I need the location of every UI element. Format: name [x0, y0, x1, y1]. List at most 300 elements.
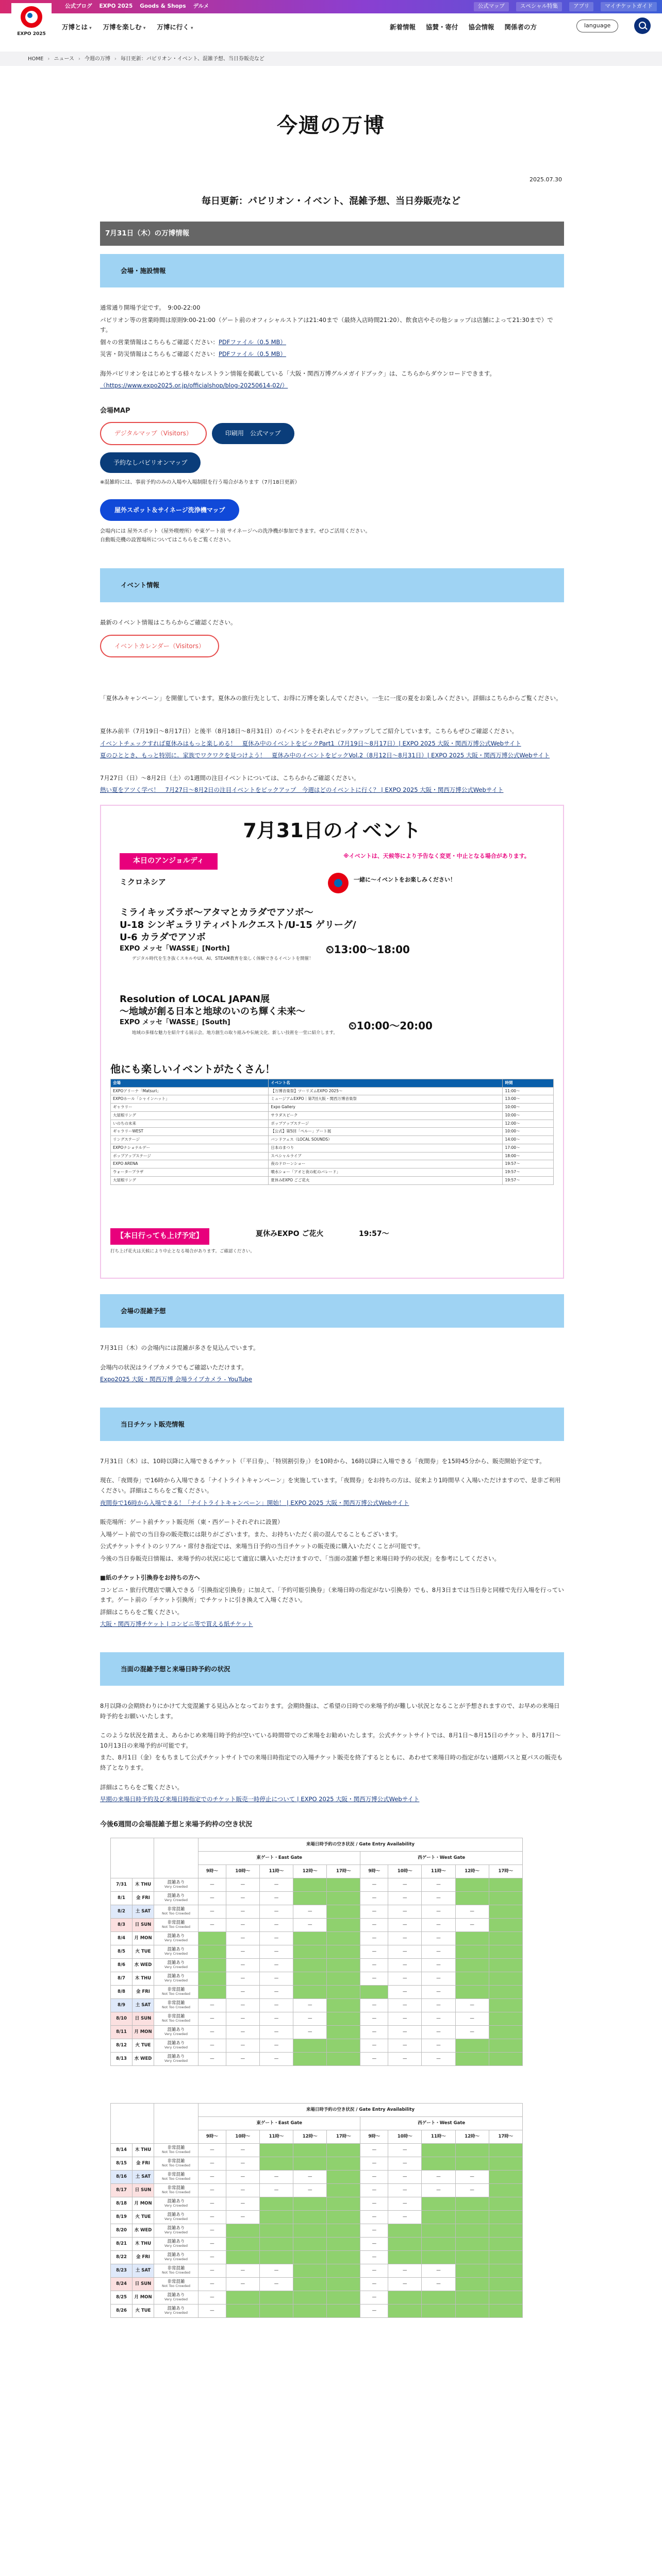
logo-text: EXPO 2025: [17, 31, 46, 37]
poster-event-1: [120, 907, 356, 953]
poster-table-cell: ポップアップステージ: [111, 1152, 269, 1160]
top-link-map[interactable]: 公式マップ: [474, 2, 509, 11]
crowd-forecast-cell: [154, 2039, 198, 2052]
poster-table-cell: 19:57〜: [503, 1168, 554, 1177]
slot-available: [422, 2143, 455, 2157]
poster-table-cell: 夜のドローンショー: [269, 1160, 503, 1168]
slot-available: [293, 2197, 327, 2210]
availability-row: [111, 2025, 523, 2039]
slot-available: [327, 2025, 360, 2039]
search-icon[interactable]: [634, 18, 651, 34]
crowd-forecast-cell: [154, 2012, 198, 2025]
slot-full: —: [455, 2170, 489, 2183]
tickets-text-1: 7月31日（木）は、10時以降に入場できるチケット（「平日券」、「特別割引券」）を10時から、16時以降に入場できる「夜間券」を15時45分から、販売開始予定です。: [100, 1457, 545, 1465]
tickets-text-2: 現在、「夜間券」で16時から入場できる「ナイトライトキャンペーン」を実施しています。「夜間券」をお持ちの方は、従来より1時間早く入場いただけますので、是非ご利用ください。詳細はこちらをご覧ください。: [100, 1477, 561, 1494]
slot-full: —: [422, 2052, 455, 2065]
slot-available: [259, 2250, 293, 2264]
time-slot-header: 10時〜: [226, 2130, 259, 2143]
forecast-text-1: 8月以降の会期終わりにかけて大変混雑する見込みとなっております。会期終盤は、ご希望の日時での来場予約が難しい状況となることが予想されますので、お早めの来場日時予約をお願いいたします。: [100, 1702, 560, 1720]
slot-available: [198, 1985, 226, 1998]
crowd-forecast-cell: [154, 2197, 198, 2210]
crowd-forecast-label-en: Not Too Crowded: [162, 1925, 190, 1929]
forecast-heading: 当面の混雑予想と来場日時予約の状況: [100, 1652, 564, 1686]
slot-available: [327, 2157, 360, 2170]
language-select[interactable]: language: [576, 20, 618, 32]
poster-table-cell: EXPOアリーナ「Matsuri」: [111, 1087, 269, 1095]
venue-disaster-text: 災害・防災情報はこちらもご確認ください：: [100, 350, 219, 358]
poster-table-cell: ポップアップステージ: [269, 1120, 503, 1128]
crowd-forecast-label-en: Very Crowded: [164, 2257, 188, 2262]
crowd-forecast-label: 混雑あり: [167, 1893, 185, 1899]
crowd-forecast-cell: [154, 2304, 198, 2317]
top-link-special[interactable]: スペシャル特集: [516, 2, 562, 11]
nav-news[interactable]: 新着情報: [390, 23, 416, 31]
slot-available: [293, 1891, 327, 1905]
poster-table-row: [111, 1095, 554, 1104]
crowd-forecast-cell: [154, 2224, 198, 2237]
slot-available: [259, 2237, 293, 2250]
top-links-left: [65, 2, 209, 11]
crowd-forecast-label: 非常混雑: [167, 1987, 185, 1993]
slot-full: —: [422, 1891, 455, 1905]
slot-full: —: [360, 1891, 388, 1905]
slot-available: [489, 2157, 522, 2170]
availability-date: 8/12: [111, 2039, 133, 2052]
nav-visit[interactable]: 万博に行く ▾: [157, 22, 193, 32]
availability-table-2: [110, 2103, 523, 2318]
time-slot-header: 11時〜: [422, 1865, 455, 1878]
slot-available: [293, 2224, 327, 2237]
availability-row: [111, 2277, 523, 2291]
availability-table-1: [110, 1838, 523, 2066]
availability-row: [111, 1931, 523, 1945]
map-heading: 会場MAP: [100, 407, 130, 415]
slot-full: —: [360, 2157, 388, 2170]
smoking-note: 会場内には 屋外スポット（屋外喫煙所）や東ゲート前 サイネージへの洗浄機が参加できます。ぜひご活用ください。: [100, 529, 371, 535]
slot-full: —: [455, 1998, 489, 2012]
weekly-events-link[interactable]: 熱い夏をアツく学べ！ 7月27日〜8月2日の注目イベントをピックアップ 今週はどのイベントに行く？ | EXPO 2025 大阪・関西万博公式Webサイト: [100, 786, 504, 794]
crowd-forecast-label-en: Not Too Crowded: [162, 2150, 190, 2155]
crowd-forecast-cell: [154, 1985, 198, 1998]
slot-available: [489, 2210, 522, 2224]
poster-event-1-venue: EXPO メッセ「WASSE」[North]: [120, 944, 230, 953]
smoking-map-button[interactable]: 屋外スポット＆サイネージ洗浄機マップ: [100, 499, 239, 521]
slot-full: —: [198, 2197, 226, 2210]
summer-campaign-text: 「夏休みキャンペーン」を開催しています。夏休みの旅行先として、お得に万博を楽しんでください。一生に一度の夏をお楽しみください。詳細はこちらからご覧ください。: [100, 694, 562, 702]
slot-available: [327, 1972, 360, 1985]
slot-full: —: [198, 2224, 226, 2237]
slot-available: [327, 1931, 360, 1945]
slot-full: —: [226, 2170, 259, 2183]
pdf-link-disaster[interactable]: PDFファイル（0.5 MB）: [219, 350, 286, 358]
availability-row: [111, 2012, 523, 2025]
slot-full: —: [259, 2025, 293, 2039]
availability-weekday: 金 FRI: [133, 2250, 154, 2264]
availability-weekday: 土 SAT: [133, 1905, 154, 1918]
slot-full: —: [422, 1878, 455, 1891]
page-title: 今週の万博: [277, 114, 385, 138]
slot-full: —: [360, 2183, 388, 2197]
slot-full: —: [198, 2210, 226, 2224]
poster-badge: 本日のアンジョルディ: [120, 853, 218, 870]
availability-weekday: 月 MON: [133, 1931, 154, 1945]
availability-date: 8/5: [111, 1945, 133, 1958]
slot-full: —: [360, 2250, 388, 2264]
slot-available: [455, 2224, 489, 2237]
time-slot-header: 9時〜: [360, 2130, 388, 2143]
slot-available: [455, 2250, 489, 2264]
main-nav: [62, 22, 193, 32]
slot-full: —: [360, 1878, 388, 1891]
print-map-button[interactable]: 印刷用 公式マップ: [212, 423, 294, 444]
slot-available: [422, 2157, 455, 2170]
crowd-forecast-cell: [154, 1945, 198, 1958]
slot-available: [489, 2039, 522, 2052]
slot-full: —: [388, 1945, 422, 1958]
poster-table-cell: 会場: [111, 1079, 269, 1087]
slot-available: [455, 2210, 489, 2224]
crowd-forecast-cell: [154, 1918, 198, 1931]
summer-events-text: 夏休み前半（7月19日〜8月17日）と後半（8月18日〜8月31日）のイベントをそれぞれピックアップしてご紹介しています。こちらもぜひご確認ください。: [100, 727, 518, 735]
slot-available: [293, 1931, 327, 1945]
crowd-forecast-label-en: Very Crowded: [164, 1885, 188, 1889]
slot-available: [489, 1905, 522, 1918]
crowd-forecast-label-en: Very Crowded: [164, 1938, 188, 1943]
slot-available: [489, 1931, 522, 1945]
availability-date: 8/19: [111, 2210, 133, 2224]
slot-full: —: [226, 2264, 259, 2277]
poster-table-cell: 10:00〜: [503, 1111, 554, 1120]
poster-table-row: [111, 1104, 554, 1112]
slot-full: —: [198, 2304, 226, 2317]
crowd-forecast-cell: [154, 1878, 198, 1891]
nav-association[interactable]: 協会情報: [468, 23, 494, 31]
availability-date: 8/8: [111, 1985, 133, 1998]
poster-table-row: [111, 1128, 554, 1136]
slot-available: [327, 1878, 360, 1891]
availability-row: [111, 1958, 523, 1972]
availability-date: 8/23: [111, 2264, 133, 2277]
poster-table-cell: 18:00〜: [503, 1152, 554, 1160]
reservation-note: ※混雑時には、事前予約のみの入場や入場制限を行う場合があります（7月18日更新）: [100, 479, 300, 485]
slot-full: —: [259, 1998, 293, 2012]
slot-full: —: [360, 2143, 388, 2157]
slot-full: —: [259, 1958, 293, 1972]
availability-group-header: 来場日時予約の空き状況 / Gate Entry Availability: [198, 2103, 523, 2116]
slot-available: [422, 2210, 455, 2224]
slot-full: —: [360, 2304, 388, 2317]
pdf-link-business[interactable]: PDFファイル（0.5 MB）: [219, 338, 286, 346]
poster-event-2-venue: EXPO メッセ「WASSE」[South]: [120, 1019, 230, 1027]
slot-full: —: [198, 2025, 226, 2039]
poster-table-cell: 12:00〜: [503, 1120, 554, 1128]
venue-heading: 会場・施設情報: [100, 254, 564, 287]
forecast-detail: 詳細はこちらをご覧ください。: [100, 1783, 183, 1791]
slot-full: —: [422, 2183, 455, 2197]
top-link-ticket-guide[interactable]: マイチケットガイド: [601, 2, 657, 11]
slot-available: [293, 2237, 327, 2250]
slot-available: [455, 2157, 489, 2170]
poster-table-cell: 14:00〜: [503, 1136, 554, 1144]
slot-available: [489, 1958, 522, 1972]
poster-table-header: [111, 1079, 554, 1087]
slot-available: [327, 1905, 360, 1918]
time-slot-header: 9時〜: [360, 1865, 388, 1878]
weekly-events-text: 7月27日（日）〜8月2日（土）の1週間の注目イベントについては、こちらからご確認ください。: [100, 774, 360, 782]
availability-group-header: 来場日時予約の空き状況 / Gate Entry Availability: [198, 1838, 523, 1851]
top-link-goods[interactable]: Goods & Shops: [140, 3, 186, 10]
poster-table-row: [111, 1136, 554, 1144]
crowd-forecast-cell: [154, 1931, 198, 1945]
slot-available: [455, 1891, 489, 1905]
poster-table-row: [111, 1168, 554, 1177]
nav-enjoy[interactable]: 万博を楽しむ ▾: [103, 22, 146, 32]
slot-available: [489, 1972, 522, 1985]
forecast-link[interactable]: 早期の来場日時予約及び来場日時指定でのチケット販売一時停止について | EXPO 2025 大阪・関西万博公式Webサイト: [100, 1795, 420, 1803]
slot-full: —: [198, 1998, 226, 2012]
availability-date: 8/10: [111, 2012, 133, 2025]
slot-full: —: [360, 2291, 388, 2304]
slot-full: —: [293, 1998, 327, 2012]
slot-full: —: [422, 1945, 455, 1958]
slot-full: —: [226, 1958, 259, 1972]
breadcrumb-separator-icon: ›: [114, 56, 117, 62]
time-slot-header: 9時〜: [198, 2130, 226, 2143]
crowd-forecast-label: 非常混雑: [167, 2279, 185, 2285]
slot-full: —: [360, 1905, 388, 1918]
slot-full: —: [259, 2012, 293, 2025]
crowd-forecast-label-en: Very Crowded: [164, 2297, 188, 2302]
slot-available: [455, 2264, 489, 2277]
crowd-forecast-label-en: Very Crowded: [164, 1952, 188, 1956]
availability-row: [111, 1905, 523, 1918]
crowd-forecast-label-en: Not Too Crowded: [162, 2190, 190, 2195]
poster-event-1-title: ミライキッズラボ〜アタマとカラダでアソボ〜 U-18 シンギュラリティバトルクエスト/U-15 ゲリーグ/ U-6 カラダでアソボ: [120, 907, 356, 943]
slot-available: [327, 1985, 360, 1998]
slot-available: [422, 2250, 455, 2264]
slot-available: [293, 1972, 327, 1985]
slot-full: —: [388, 1905, 422, 1918]
slot-available: [293, 2210, 327, 2224]
availability-date: 7/31: [111, 1878, 133, 1891]
availability-type-corner: [154, 1838, 198, 1878]
slot-full: —: [360, 2264, 388, 2277]
availability-date: 8/7: [111, 1972, 133, 1985]
slot-available: [455, 1972, 489, 1985]
poster-table-row: [111, 1144, 554, 1152]
slot-available: [293, 1878, 327, 1891]
gourmet-guide-link[interactable]: （https://www.expo2025.or.jp/officialshop/blog-20250614-02/）: [100, 382, 288, 389]
slot-full: —: [455, 2183, 489, 2197]
availability-weekday: 木 THU: [133, 2237, 154, 2250]
slot-full: —: [455, 1905, 489, 1918]
crowd-forecast-label: 混雑あり: [167, 1974, 185, 1979]
crowd-forecast-label: 非常混雑: [167, 2001, 185, 2006]
slot-full: —: [388, 1918, 422, 1931]
slot-available: [489, 2304, 522, 2317]
poster-table-row: [111, 1087, 554, 1095]
crowd-forecast-cell: [154, 1905, 198, 1918]
tickets-online: 公式チケットサイトのシリアル・席付き指定では、来場当日予約の当日チケットの販売後に購入いただくことが可能です。: [100, 1543, 424, 1550]
slot-available: [226, 2250, 259, 2264]
slot-full: —: [422, 1931, 455, 1945]
top-links-right: [474, 2, 657, 11]
availability-weekday: 火 TUE: [133, 2039, 154, 2052]
time-slot-header: 10時〜: [388, 2130, 422, 2143]
availability-date: 8/9: [111, 1998, 133, 2012]
availability-row: [111, 1945, 523, 1958]
poster-event-1-time: ⏲13:00〜18:00: [326, 943, 410, 956]
availability-date: 8/13: [111, 2052, 133, 2065]
top-link-blog[interactable]: 公式ブログ: [65, 3, 92, 10]
crowd-forecast-label: 混雑あり: [167, 2054, 185, 2060]
availability-date: 8/18: [111, 2197, 133, 2210]
slot-full: —: [198, 2157, 226, 2170]
no-reservation-map-button[interactable]: 予約なしパビリオンマップ: [100, 452, 201, 473]
crowd-forecast-label: 非常混雑: [167, 2159, 185, 2164]
availability-row: [111, 2291, 523, 2304]
slot-full: —: [388, 1972, 422, 1985]
crowd-forecast-label: 混雑あり: [167, 2212, 185, 2218]
availability-row: [111, 1972, 523, 1985]
slot-available: [489, 2197, 522, 2210]
availability-weekday: 火 TUE: [133, 2304, 154, 2317]
poster-table-cell: Expo Gallery: [269, 1104, 503, 1112]
availability-table-2-wrap: [110, 2103, 523, 2318]
crowd-forecast-label-en: Not Too Crowded: [162, 2284, 190, 2289]
slot-available: [293, 1945, 327, 1958]
slot-available: [293, 2157, 327, 2170]
slot-available: [388, 2237, 422, 2250]
poster-table-cell: 噴水ショー「アオと夜の虹のパレード」: [269, 1168, 503, 1177]
slot-full: —: [259, 2170, 293, 2183]
livecam-link[interactable]: Expo2025 大阪・関西万博 会場ライブカメラ - YouTube: [100, 1376, 252, 1383]
poster-country: ミクロネシア: [120, 877, 167, 887]
crowd-forecast-label: 非常混雑: [167, 2172, 185, 2178]
poster-table-cell: EXPO ARENA: [111, 1160, 269, 1168]
availability-type-corner: [154, 2103, 198, 2143]
slot-available: [327, 2052, 360, 2065]
availability-row: [111, 1918, 523, 1931]
slot-full: —: [259, 1878, 293, 1891]
top-link-app[interactable]: アプリ: [569, 2, 593, 11]
tickets-future: 今後の当日券販売日情報は、来場予約の状況に応じて適宜に購入いただけますので、「当面の混雑予想と来場日時予約の状況」を参考にしてください。: [100, 1554, 501, 1562]
availability-row: [111, 2210, 523, 2224]
breadcrumb-home[interactable]: HOME: [28, 56, 44, 62]
crowd-forecast-cell: [154, 1972, 198, 1985]
availability-weekday: 月 MON: [133, 2197, 154, 2210]
slot-full: —: [198, 1918, 226, 1931]
slot-full: —: [360, 1931, 388, 1945]
slot-full: —: [226, 2012, 259, 2025]
poster-event-1-desc: デジタル時代を生き抜くスキルやUI、AI、STEAM教育を楽しく体験できるイベントを開催！: [132, 956, 313, 961]
slot-available: [327, 2143, 360, 2157]
slot-available: [388, 2304, 422, 2317]
availability-date: 8/4: [111, 1931, 133, 1945]
night-campaign-link[interactable]: 夜間券で16時から入場できる！「ナイトライトキャンペーン」開始！ | EXPO 2025 大阪・関西万博公式Webサイト: [100, 1499, 409, 1506]
expo-logo[interactable]: [11, 3, 52, 46]
crowd-forecast-cell: [154, 2183, 198, 2197]
slot-full: —: [259, 2183, 293, 2197]
poster-table-cell: ギャラリーWEST: [111, 1128, 269, 1136]
slot-available: [259, 2224, 293, 2237]
slot-full: —: [422, 2277, 455, 2291]
crowd-forecast-label: 混雑あり: [167, 1960, 185, 1966]
crowd-forecast-label: 非常混雑: [167, 2266, 185, 2272]
slot-available: [489, 1878, 522, 1891]
summer-link-1[interactable]: イベントチェックすれば夏休みはもっと楽しめる！ 夏休み中のイベントをピックPart1（7月19日〜8月17日）| EXPO 2025 大阪・関西万博公式Webサイト: [100, 739, 521, 747]
slot-full: —: [388, 2197, 422, 2210]
slot-full: —: [226, 2277, 259, 2291]
crowd-forecast-label-en: Very Crowded: [164, 2204, 188, 2208]
crowd-forecast-cell: [154, 1998, 198, 2012]
slot-available: [293, 2039, 327, 2052]
poster-table-cell: EXPOナショナルデー: [111, 1144, 269, 1152]
crowd-forecast-label: 非常混雑: [167, 2014, 185, 2020]
slot-available: [259, 2304, 293, 2317]
crowd-forecast-label: 混雑あり: [167, 2041, 185, 2046]
slot-available: [327, 2170, 360, 2183]
slot-available: [489, 2277, 522, 2291]
availability-weekday: 金 FRI: [133, 1985, 154, 1998]
top-link-gourmet[interactable]: デルメ: [193, 3, 209, 10]
availability-row: [111, 1878, 523, 1891]
top-link-expo[interactable]: EXPO 2025: [99, 3, 133, 10]
event-calendar-button[interactable]: イベントカレンダー（Visitors）: [100, 635, 219, 657]
crowd-forecast-label: 混雑あり: [167, 2226, 185, 2231]
slot-available: [489, 2183, 522, 2197]
slot-available: [489, 1945, 522, 1958]
availability-date: 8/14: [111, 2143, 133, 2157]
crowd-forecast-label: 混雑あり: [167, 1947, 185, 1953]
availability-date: 8/3: [111, 1918, 133, 1931]
slot-full: —: [388, 1931, 422, 1945]
paper-ticket-link[interactable]: 大阪・関西万博チケット | コンビニ等で買える紙チケット: [100, 1620, 253, 1628]
slot-full: —: [422, 2012, 455, 2025]
nav-sponsor[interactable]: 協賛・寄付: [426, 23, 458, 31]
digital-map-button[interactable]: デジタルマップ（Visitors）: [100, 422, 207, 445]
nav-partners[interactable]: 関係者の方: [504, 23, 537, 31]
slot-full: —: [226, 2025, 259, 2039]
poster-table-cell: バンドフェス（LOCAL SOUNDS）: [269, 1136, 503, 1144]
time-slot-header: 11時〜: [259, 1865, 293, 1878]
nav-about[interactable]: 万博とは ▾: [62, 22, 92, 32]
breadcrumb-separator-icon: ›: [78, 56, 80, 62]
slot-full: —: [293, 2012, 327, 2025]
west-gate-header: 西ゲート・West Gate: [360, 2116, 523, 2130]
slot-available: [388, 2224, 422, 2237]
time-slot-header: 17時〜: [327, 1865, 360, 1878]
crowd-forecast-label-en: Very Crowded: [164, 2230, 188, 2235]
poster-table-cell: 19:57〜: [503, 1160, 554, 1168]
summer-link-2[interactable]: 夏のひととき、もっと特別に。家族でワクワクを見つけよう！ 夏休み中のイベントをピックVol.2（8月12日〜8月31日）| EXPO 2025 大阪・関西万博公式Webサイト: [100, 752, 550, 759]
slot-available: [293, 2143, 327, 2157]
breadcrumb-news[interactable]: ニュース: [54, 56, 74, 62]
slot-available: [327, 2291, 360, 2304]
slot-full: —: [198, 2264, 226, 2277]
time-slot-header: 12時〜: [293, 1865, 327, 1878]
breadcrumb-separator-icon: ›: [47, 56, 50, 62]
poster-table-cell: サラダスピーク: [269, 1111, 503, 1120]
breadcrumb-weekly[interactable]: 今週の万博: [84, 56, 110, 62]
poster-title: 7月31日のイベント: [243, 819, 421, 842]
venue-disaster-info: [100, 349, 564, 360]
poster-table-cell: 夏休みEXPO ごご花火: [269, 1176, 503, 1184]
crowd-forecast-label-en: Very Crowded: [164, 2311, 188, 2315]
slot-full: —: [259, 1931, 293, 1945]
slot-full: —: [226, 2157, 259, 2170]
poster-table-cell: スペシャルライブ: [269, 1152, 503, 1160]
